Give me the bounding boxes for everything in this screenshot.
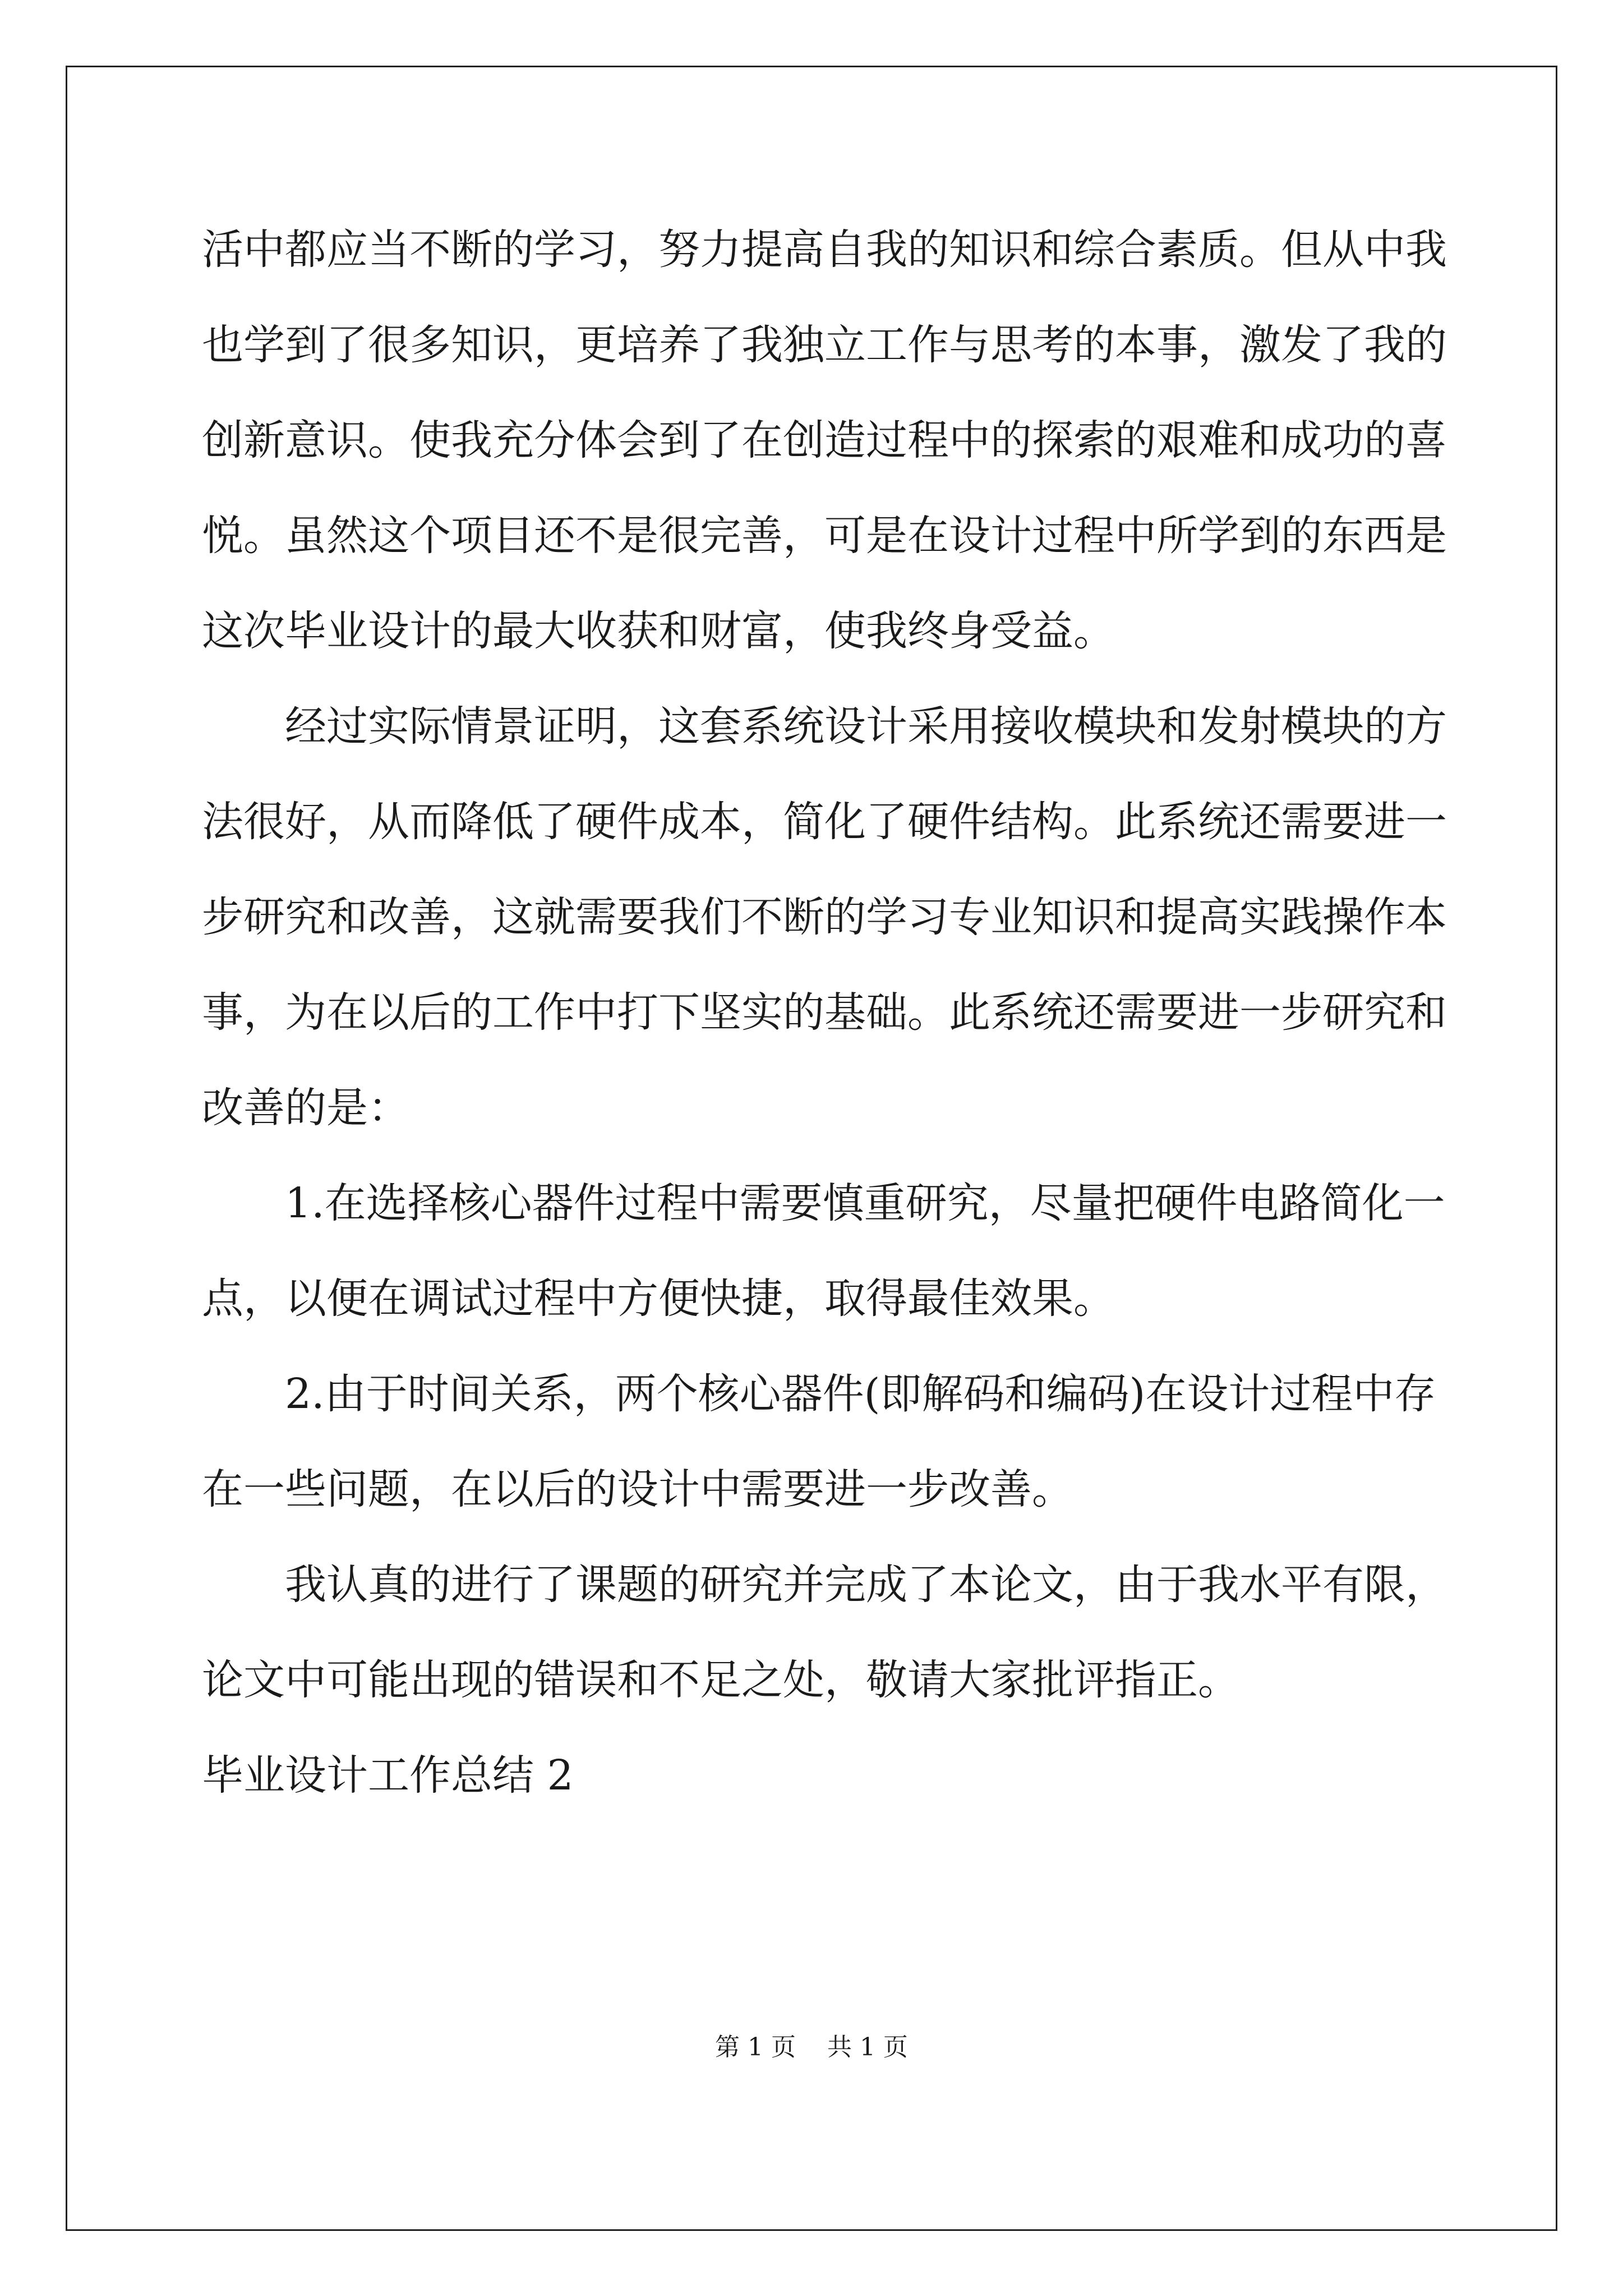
- paragraph-line: 事，为在以后的工作中打下坚实的基础。此系统还需要进一步研究和: [202, 988, 1447, 1037]
- paragraph-line: 创新意识。使我充分体会到了在创造过程中的探索的艰难和成功的喜: [202, 416, 1447, 464]
- page-border: [66, 66, 1557, 2231]
- list-item-line: 1.在选择核心器件过程中需要慎重研究，尽量把硬件电路简化一: [285, 1179, 1445, 1227]
- paragraph-line: 悦。虽然这个项目还不是很完善，可是在设计过程中所学到的东西是: [202, 512, 1447, 560]
- paragraph-line: 步研究和改善，这就需要我们不断的学习专业知识和提高实践操作本: [202, 893, 1447, 941]
- paragraph-line: 改善的是：: [202, 1084, 409, 1132]
- paragraph-line: 这次毕业设计的最大收获和财富，使我终身受益。: [202, 607, 1115, 655]
- list-item-line: 点，以便在调试过程中方便快捷，取得最佳效果。: [202, 1274, 1115, 1323]
- list-item-line: 在一些问题，在以后的设计中需要进一步改善。: [202, 1465, 1073, 1513]
- paragraph-line: 我认真的进行了课题的研究并完成了本论文，由于我水平有限，: [285, 1561, 1447, 1609]
- list-item-line: 2.由于时间关系，两个核心器件(即解码和编码)在设计过程中存: [285, 1370, 1436, 1418]
- paragraph-line: 也学到了很多知识，更培养了我独立工作与思考的本事，激发了我的: [202, 321, 1447, 369]
- paragraph-line: 活中都应当不断的学习，努力提高自我的知识和综合素质。但从中我: [202, 226, 1447, 274]
- paragraph-line: 论文中可能出现的错误和不足之处，敬请大家批评指正。: [202, 1656, 1239, 1704]
- paragraph-line: 法很好，从而降低了硬件成本，简化了硬件结构。此系统还需要进一: [202, 798, 1447, 846]
- page-number-footer: 第 1 页 共 1 页: [715, 2033, 908, 2062]
- section-heading: 毕业设计工作总结 2: [202, 1751, 574, 1800]
- paragraph-line: 经过实际情景证明，这套系统设计采用接收模块和发射模块的方: [285, 702, 1447, 751]
